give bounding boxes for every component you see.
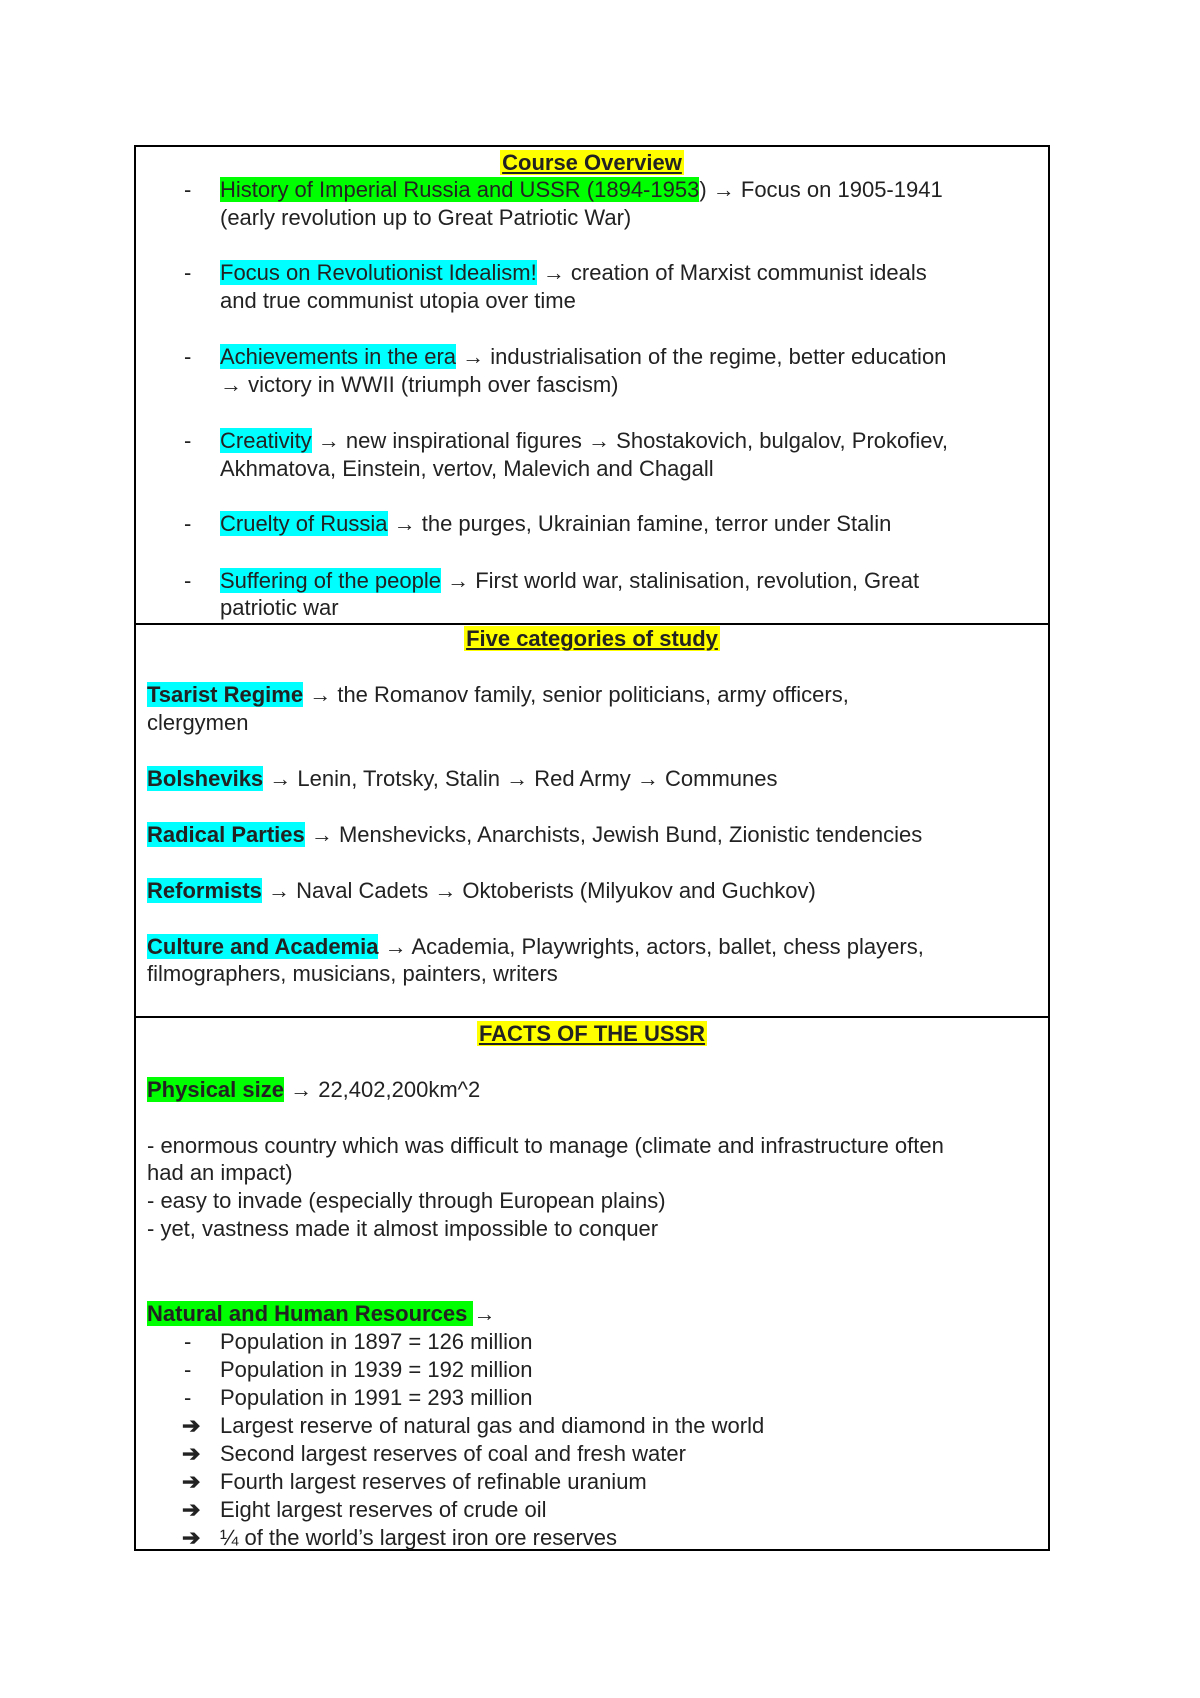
- overview-item-line: [220, 567, 919, 595]
- population-item: Population in 1939 = 192 million: [220, 1357, 533, 1382]
- category-label: Bolsheviks: [147, 766, 264, 791]
- category-line: [147, 765, 778, 793]
- dash-bullet: -: [184, 177, 192, 202]
- overview-item-text: → creation of Marxist communist ideals: [536, 260, 927, 285]
- dash-bullet: -: [184, 1329, 192, 1354]
- category-line: [147, 877, 816, 905]
- overview-item-line: [220, 176, 943, 204]
- category-label: Radical Parties: [147, 822, 305, 847]
- overview-item-line: [220, 510, 891, 538]
- categories-title: Five categories of study: [466, 626, 718, 651]
- categories-cell: [136, 625, 1048, 1018]
- physical-size-value: → 22,402,200km^2: [283, 1077, 481, 1102]
- category-label: Reformists: [147, 878, 262, 903]
- dash-bullet: -: [184, 511, 192, 536]
- resources-label: Natural and Human Resources: [147, 1301, 474, 1326]
- dash-bullet: -: [184, 428, 192, 453]
- category-label: Culture and Academia: [147, 934, 379, 959]
- reserve-item: Largest reserve of natural gas and diamond in the world: [220, 1413, 765, 1438]
- resources-heading-line: [147, 1300, 495, 1328]
- reserve-item: Fourth largest reserves of refinable uranium: [220, 1469, 647, 1494]
- dash-bullet: -: [184, 568, 192, 593]
- category-line: [147, 933, 924, 961]
- category-text: → Lenin, Trotsky, Stalin → Red Army → Communes: [263, 766, 778, 791]
- population-item: Population in 1991 = 293 million: [220, 1385, 533, 1410]
- categories-heading-row: [136, 625, 1048, 653]
- category-text: → Academia, Playwrights, actors, ballet, chess players,: [378, 934, 924, 959]
- category-line: [147, 681, 849, 709]
- overview-item-line: [220, 259, 927, 287]
- category-text: → Naval Cadets → Oktoberists (Milyukov and Guchkov): [261, 878, 816, 903]
- overview-item-continuation: → victory in WWII (triumph over fascism): [220, 372, 619, 397]
- overview-item-highlight: History of Imperial Russia and USSR (1894-1953: [220, 177, 700, 202]
- physical-size-label: Physical size: [147, 1077, 284, 1102]
- arrow-bullet-icon: ➔: [182, 1469, 201, 1494]
- facts-cell: [136, 1018, 1048, 1551]
- course-overview-heading-row: [136, 149, 1048, 177]
- facts-note: - easy to invade (especially through European plains): [147, 1188, 666, 1213]
- category-text: → Menshevicks, Anarchists, Jewish Bund, Zionistic tendencies: [304, 822, 923, 847]
- overview-item-line: [220, 343, 946, 371]
- category-label: Tsarist Regime: [147, 682, 304, 707]
- notes-table: [134, 145, 1050, 1551]
- overview-item-text: ) → Focus on 1905-1941: [699, 177, 943, 202]
- overview-item-line: [220, 427, 948, 455]
- overview-item-text: → industrialisation of the regime, better education: [456, 344, 947, 369]
- overview-item-continuation: (early revolution up to Great Patriotic War): [220, 205, 632, 230]
- reserve-item: ¼ of the world’s largest iron ore reserves: [220, 1525, 617, 1550]
- dash-bullet: -: [184, 344, 192, 369]
- arrow-bullet-icon: ➔: [182, 1441, 201, 1466]
- overview-item-text: → the purges, Ukrainian famine, terror under Stalin: [387, 511, 892, 536]
- dash-bullet: -: [184, 260, 192, 285]
- overview-item-highlight: Achievements in the era: [220, 344, 457, 369]
- overview-item-continuation: patriotic war: [220, 595, 339, 620]
- resources-arrow: →: [473, 1301, 496, 1326]
- overview-item-text: → First world war, stalinisation, revolution, Great: [441, 568, 920, 593]
- reserve-item: Second largest reserves of coal and fresh water: [220, 1441, 686, 1466]
- category-continuation: clergymen: [147, 710, 249, 735]
- course-overview-title: Course Overview: [502, 150, 682, 175]
- dash-bullet: -: [184, 1385, 192, 1410]
- overview-item-highlight: Suffering of the people: [220, 568, 441, 593]
- facts-note: - enormous country which was difficult to manage (climate and infrastructure often: [147, 1133, 944, 1158]
- category-continuation: filmographers, musicians, painters, writers: [147, 961, 558, 986]
- overview-item-highlight: Cruelty of Russia: [220, 511, 388, 536]
- overview-item-text: → new inspirational figures → Shostakovich, bulgalov, Prokofiev,: [311, 428, 948, 453]
- facts-note: had an impact): [147, 1160, 293, 1185]
- overview-item-highlight: Focus on Revolutionist Idealism!: [220, 260, 537, 285]
- arrow-bullet-icon: ➔: [182, 1525, 201, 1550]
- overview-item-continuation: Akhmatova, Einstein, vertov, Malevich and Chagall: [220, 456, 714, 481]
- facts-title: FACTS OF THE USSR: [478, 1021, 706, 1046]
- category-line: [147, 821, 922, 849]
- category-text: → the Romanov family, senior politicians, army officers,: [303, 682, 849, 707]
- overview-item-highlight: Creativity: [220, 428, 312, 453]
- dash-bullet: -: [184, 1357, 192, 1382]
- facts-heading-row: [136, 1020, 1048, 1048]
- facts-note: - yet, vastness made it almost impossible to conquer: [147, 1216, 659, 1241]
- population-item: Population in 1897 = 126 million: [220, 1329, 533, 1354]
- reserve-item: Eight largest reserves of crude oil: [220, 1497, 547, 1522]
- physical-size-line: [147, 1076, 480, 1104]
- course-overview-cell: [136, 147, 1048, 625]
- arrow-bullet-icon: ➔: [182, 1497, 201, 1522]
- arrow-bullet-icon: ➔: [182, 1413, 201, 1438]
- overview-item-continuation: and true communist utopia over time: [220, 288, 576, 313]
